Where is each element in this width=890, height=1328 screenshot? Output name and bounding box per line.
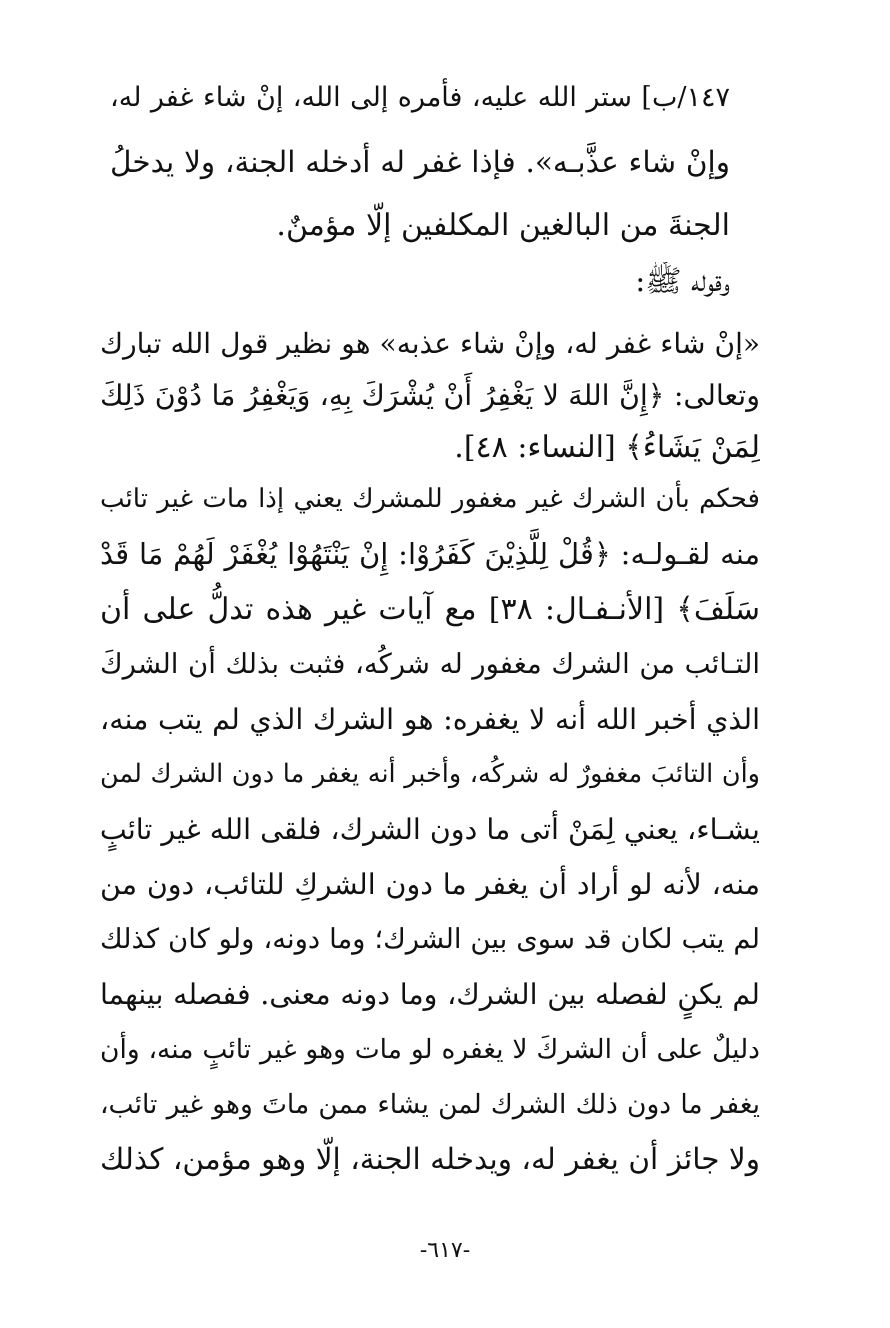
text-line: لم يكنٍ لفصله بين الشرك، وما دونه معنى. ففصله بينهما (100, 978, 760, 1011)
text-line: الذي أخبر الله أنه لا يغفره: هو الشرك الذي لم يتب منه، (100, 703, 760, 736)
text-line: «إنْ شاء غفر له، وإنْ شاء عذبه» هو نظير قول الله تبارك (100, 327, 760, 360)
text-line: وتعالى: ﴿إِنَّ اللهَ لا يَغْفِرُ أَنْ يُشْرَكَ بِهِ، وَيَغْفِرُ مَا دُوْنَ ذَلِكَ (100, 379, 760, 412)
paragraph-opening (110, 66, 730, 258)
text-line: دليلٌ على أن الشركَ لا يغفره لو مات وهو غير تائبٍ منه، وأن (100, 1034, 760, 1065)
text-line: لِمَنْ يَشَاءُ﴾ [النساء: ٤٨]. (454, 430, 760, 465)
text-line: وقوله ﷺ: (635, 264, 730, 299)
text-line: وإنْ شاء عذَّبـه». فإذا غفر له أدخله الجنة، ولا يدخلُ (110, 145, 730, 179)
text-line: التـائب من الشرك مغفور له شركُه، فثبت بذلك أن الشركَ (100, 648, 760, 680)
page-number: -٦١٧- (419, 1238, 471, 1263)
text-line: سَلَفَ﴾ [الأنـفـال: ٣٨] مع آيات غير هذه تدلُّ على أن (100, 592, 760, 627)
text-line: ١٤٧/ب] ستر الله عليه، فأمره إلى الله، إنْ شاء غفر له، (110, 82, 730, 113)
paragraph-quote (100, 318, 760, 474)
text-line: فحكم بأن الشرك غير مغفور للمشرك يعني إذا مات غير تائب (100, 484, 760, 514)
text-line: منه لقـولـه: ﴿قُلْ لِلَّذِيْنَ كَفَرُوْا: إِنْ يَنْتَهُوْا يُغْفَرْ لَهُمْ مَا قَدْ (100, 537, 760, 571)
paragraph-body (100, 472, 760, 1187)
text-line: منه، لأنه لو أراد أن يغفر ما دون الشركِ للتائب، دون من (100, 868, 760, 901)
text-line: لم يتب لكان قد سوى بين الشرك؛ وما دونه، ولو كان كذلك (100, 923, 760, 955)
text-line: ولا جائز أن يغفر له، ويدخله الجنة، إلّا وهو مؤمن، كذلك (100, 1142, 760, 1176)
paragraph-heading (110, 262, 730, 302)
text-line: وأن التائبَ مغفورٌ له شركُه، وأخبر أنه يغفر ما دون الشرك لمن (100, 759, 760, 789)
text-line: يشـاء، يعني لِمَنْ أتى ما دون الشرك، فلقى الله غير تائبٍ (100, 813, 760, 846)
text-line: يغفر ما دون ذلك الشرك لمن يشاء ممن ماتَ وهو غير تائب، (100, 1089, 760, 1120)
text-line: الجنةَ من البالغين المكلفين إلّا مؤمنٌ. (276, 208, 730, 243)
